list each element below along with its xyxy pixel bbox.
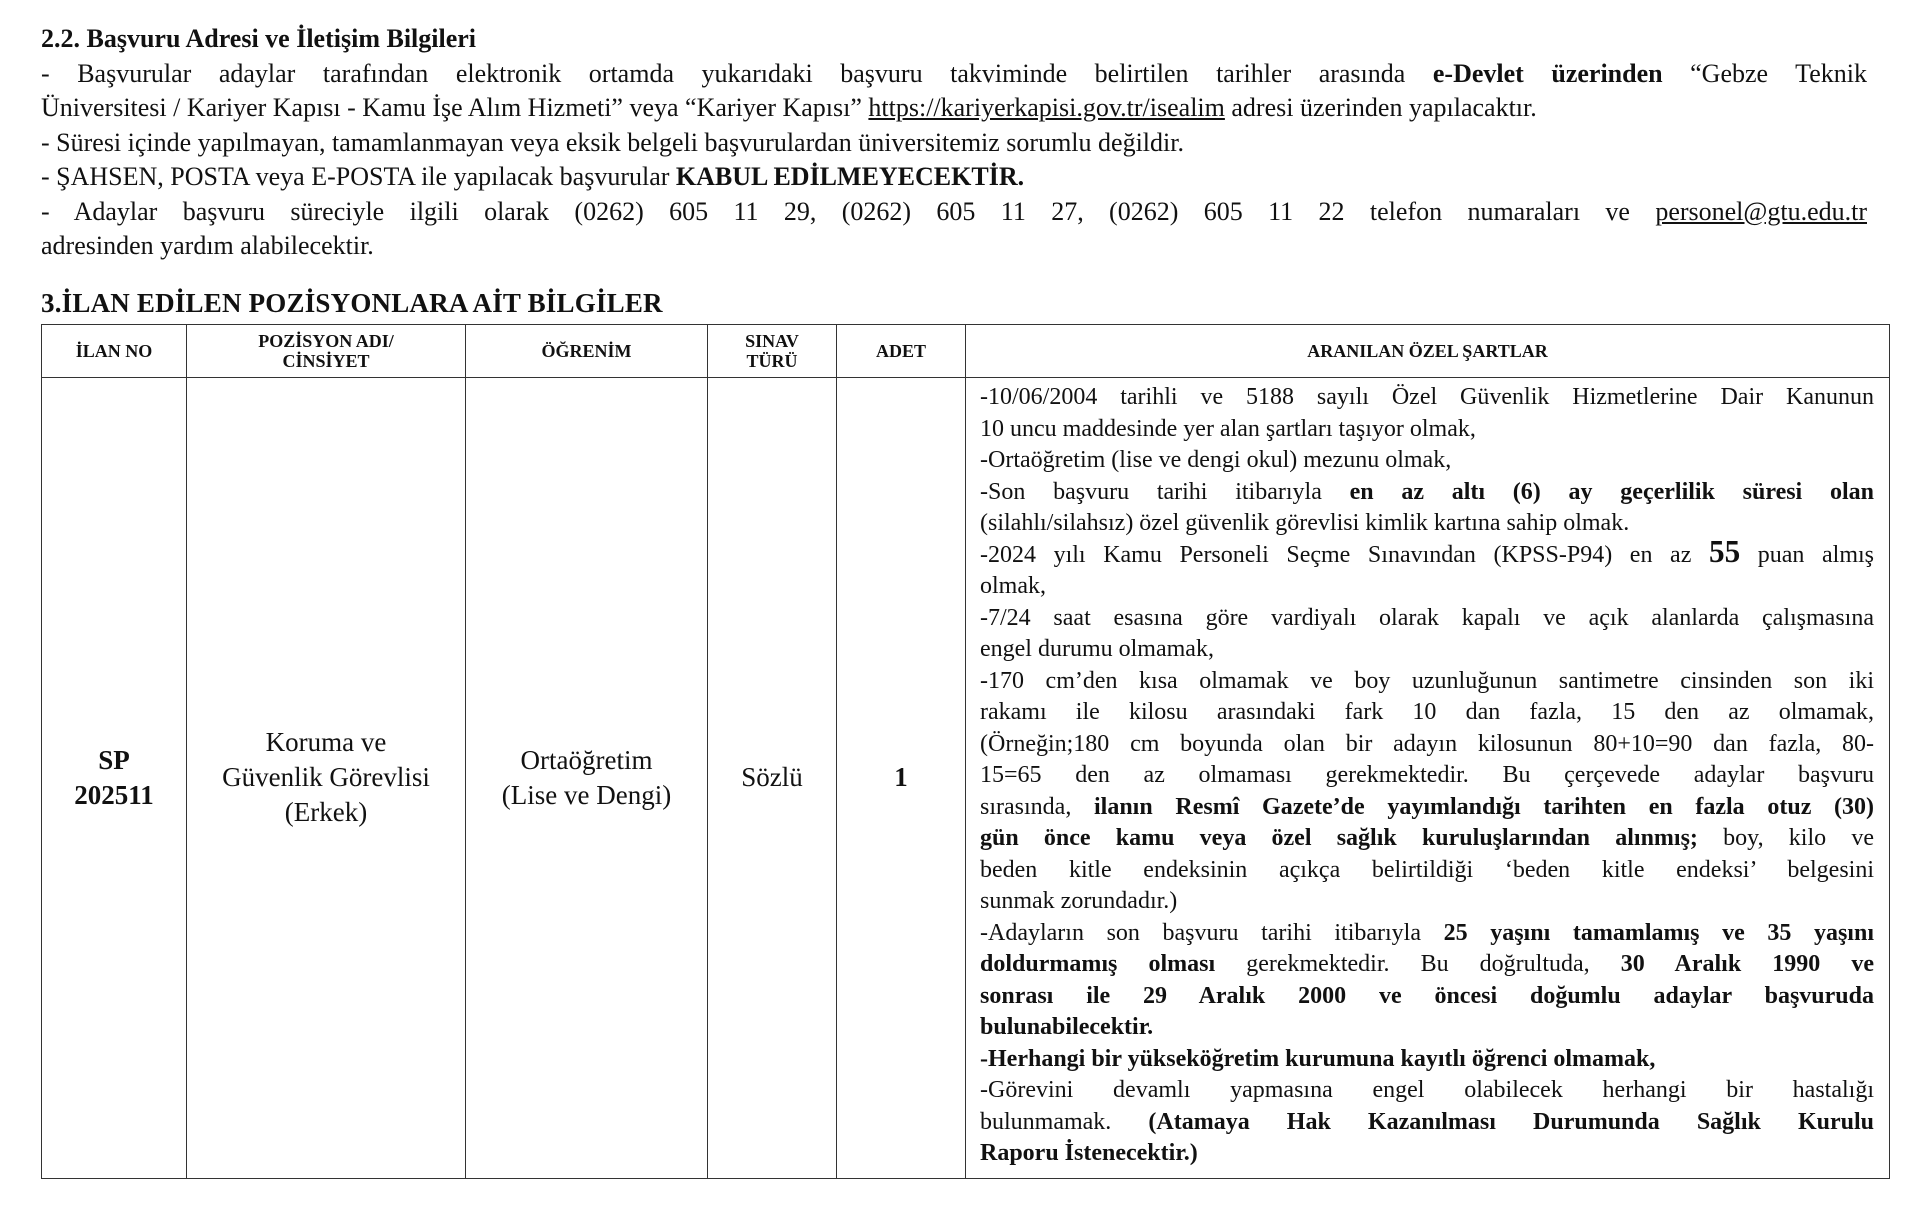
text-segment: ilanın Resmî Gazete’de yayımlandığı tarihten en fazla otuz (30) [1094,793,1875,820]
requirement-line [980,1075,1874,1107]
intro-line [41,160,1867,195]
requirement-line [980,414,1874,446]
requirement-line [980,666,1874,698]
intro-line [41,229,1867,264]
header-pozisyon [187,325,466,378]
application-info-text [41,57,1867,264]
cell-text-line: (Lise ve Dengi) [501,779,672,810]
requirement-line [980,1044,1874,1076]
cell-text-line: CİNSİYET [282,351,370,371]
cell-text-line: Koruma ve [265,727,387,758]
text-segment: puan almış [1740,541,1874,568]
text-segment: -170 cm’den kısa olmamak ve boy uzunluğunun santimetre cinsinden son iki [980,667,1874,694]
cell-text-line: TÜRÜ [746,351,798,371]
application-info-section [41,22,1867,264]
requirement-line [980,823,1874,855]
table-header-row [42,325,1890,378]
text-segment: en az altı (6) ay geçerlilik süresi olan [1349,478,1874,505]
text-segment: -Adayların son başvuru tarihi itibarıyla [980,919,1444,946]
text-segment: rakamı ile kilosu arasındaki fark 10 dan fazla, 15 den az olmamak, [980,699,1874,725]
text-segment: -7/24 saat esasına göre vardiyalı olarak kapalı ve açık alanlarda çalışmasına [980,604,1874,631]
text-segment: -Görevini devamlı yapmasına engel olabilecek herhangi bir hastalığı [980,1077,1874,1103]
text-segment: (silahlı/silahsız) özel güvenlik görevlisi kimlik kartına sahip olmak. [980,510,1630,536]
text-segment: -2024 yılı Kamu Personeli Seçme Sınavından (KPSS-P94) en az [980,541,1709,568]
requirement-line [980,1138,1874,1170]
header-ogrenim [466,325,708,378]
text-segment: Üniversitesi / Kariyer Kapısı - Kamu İşe Alım Hizmeti” veya “Kariyer Kapısı” [41,93,869,122]
requirement-line [980,634,1874,666]
text-segment: sunmak zorundadır.) [980,888,1178,914]
text-segment: KABUL EDİLMEYECEKTİR. [675,162,1025,191]
cell-text-line: ADET [875,341,926,361]
text-segment: -Ortaöğretim (lise ve dengi okul) mezunu olmak, [980,447,1452,473]
cell-ilan-no [42,378,187,1179]
text-segment: adresinden yardım alabilecektir. [41,231,374,260]
requirement-line [980,729,1874,761]
text-segment: gün önce kamu veya özel sağlık kuruluşlarından alınmış; [980,825,1698,851]
cell-text-line: 1 [894,762,908,793]
header-sinav-turu [708,325,837,378]
requirement-line [980,918,1874,950]
text-segment: engel durumu olmamak, [980,636,1214,662]
requirement-line [980,1107,1874,1139]
requirement-line [980,571,1874,603]
text-segment: - ŞAHSEN, POSTA veya E-POSTA ile yapılacak başvurular [41,162,676,191]
section-heading: 2.2. Başvuru Adresi ve İletişim Bilgileri [41,24,477,53]
requirement-line [980,1012,1874,1044]
text-segment: sırasında, [980,793,1094,820]
cell-text-line: Ortaöğretim [520,744,653,775]
text-segment: Raporu İstenecektir.) [980,1140,1198,1166]
text-segment: (Atamaya Hak Kazanılması Durumunda Sağlık Kurulu [1148,1108,1874,1135]
requirement-line [980,760,1874,792]
text-segment: sonrası ile 29 Aralık 2000 ve öncesi doğumlu adaylar başvuruda [980,982,1874,1009]
header-ilan-no [42,325,187,378]
requirement-line [980,855,1874,887]
cell-text-line: 202511 [74,779,154,810]
cell-text-line: ÖĞRENİM [541,341,632,361]
requirement-line [980,533,1874,572]
requirement-line [980,886,1874,918]
cell-text-line: ARANILAN ÖZEL ŞARTLAR [1307,341,1548,361]
text-segment: beden kitle endeksinin açıkça belirtildiği ‘beden kitle endeksi’ belgesini [980,856,1874,883]
text-segment: 10 uncu maddesinde yer alan şartları taşıyor olmak, [980,415,1476,442]
text-segment: 25 yaşını tamamlamış ve 35 yaşını [1443,919,1874,946]
cell-text-line: Sözlü [741,762,803,793]
text-segment: -10/06/2004 tarihli ve 5188 sayılı Özel Güvenlik Hizmetlerine Dair Kanunun [980,384,1874,410]
cell-text-line: Güvenlik Görevlisi [222,762,430,793]
text-segment: - Adaylar başvuru süreciyle ilgili olarak (0262) 605 11 29, (0262) 605 11 27, (0262) 605 11 22 telefon numaraları ve [41,196,1656,226]
link[interactable]: https://kariyerkapisi.gov.tr/isealim [868,93,1225,122]
text-segment: 30 Aralık 1990 ve [1620,951,1875,977]
text-segment: boy, kilo ve [1697,825,1874,851]
cell-text-line: (Erkek) [284,797,368,828]
cell-text-line: SP [98,744,130,775]
header-sartlar [966,325,1890,378]
text-segment: gerekmektedir. Bu doğrultuda, [1215,951,1621,977]
text-segment: 15=65 den az olmaması gerekmektedir. Bu çerçevede adaylar başvuru [980,762,1874,788]
text-segment: 55 [1708,533,1741,569]
text-segment: adresi üzerinden yapılacaktır. [1224,93,1537,122]
positions-section-title: 3.İLAN EDİLEN POZİSYONLARA AİT BİLGİLER [41,288,663,318]
requirement-line [980,382,1874,414]
text-segment: doldurmamış olması [980,951,1216,977]
cell-pozisyon [187,378,466,1179]
link[interactable]: personel@gtu.edu.tr [1655,196,1867,226]
requirement-line [980,949,1874,981]
text-segment: -Herhangi bir yükseköğretim kurumuna kayıtlı öğrenci olmamak, [980,1045,1656,1072]
text-segment: bulunabilecektir. [980,1014,1154,1040]
intro-line [41,57,1867,92]
requirement-line [980,697,1874,729]
text-segment: bulunmamak. [980,1108,1149,1135]
text-segment: - Süresi içinde yapılmayan, tamamlanmayan veya eksik belgeli başvurulardan üniversitemiz sorumlu değildir. [41,127,1184,157]
cell-text-line: İLAN NO [75,341,153,361]
text-segment: - Başvurular adaylar tarafından elektronik ortamda yukarıdaki başvuru takviminde belirtilen tarihler arasında [41,58,1433,88]
text-segment: “Gebze Teknik [1662,58,1867,88]
requirement-line [980,445,1874,477]
requirement-line [980,981,1874,1013]
intro-line [41,91,1867,126]
requirement-line [980,603,1874,635]
header-adet [837,325,966,378]
cell-sinav-turu [708,378,837,1179]
intro-line [41,126,1867,161]
cell-ogrenim [466,378,708,1179]
requirement-line [980,792,1874,824]
text-segment: -Son başvuru tarihi itibarıyla [980,478,1350,505]
intro-line [41,195,1867,230]
cell-text-line: SINAV [745,331,799,351]
text-segment: (Örneğin;180 cm boyunda olan bir adayın kilosunun 80+10=90 dan fazla, 80- [980,730,1874,757]
positions-table [41,324,1890,1179]
text-segment: e-Devlet üzerinden [1432,58,1663,88]
cell-adet [837,378,966,1179]
cell-sartlar [966,378,1890,1179]
cell-text-line: POZİSYON ADI/ [258,331,394,351]
text-segment: olmak, [980,573,1046,599]
table-row [42,378,1890,1179]
requirement-line [980,477,1874,509]
